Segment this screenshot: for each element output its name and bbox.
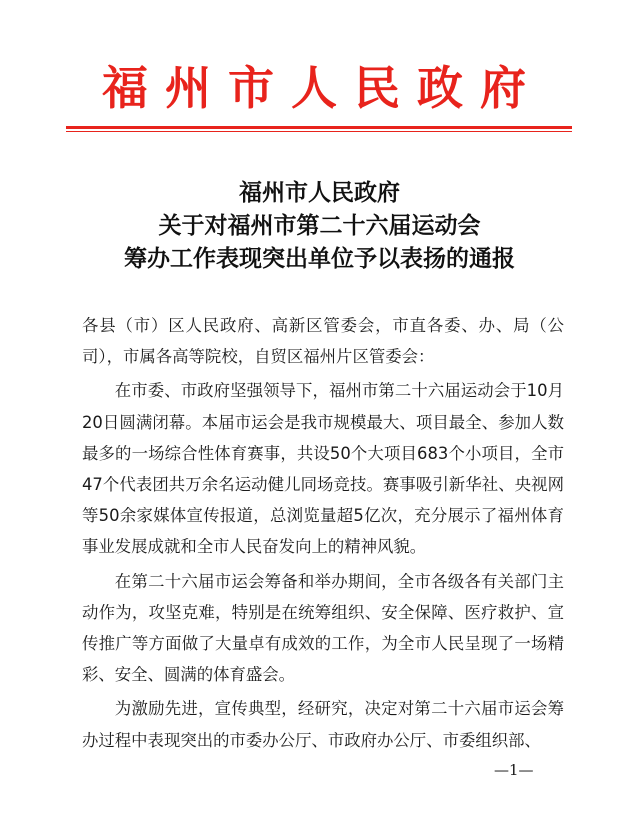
- title-line-3: 筹办工作表现突出单位予以表扬的通报: [124, 245, 515, 272]
- title-line-1: 福州市人民政府: [239, 179, 400, 206]
- agency-letterhead: 福州市人民政府: [102, 61, 543, 115]
- body-paragraph-1: 在市委、市政府坚强领导下，福州市第二十六届运动会于10月20日圆满闭幕。本届市运会是我市规模最大、项目最全、参加人数最多的一场综合性体育赛事，共设50个大项目683个小项目，全市47个代表团共万余名运动健儿同场竞技。赛事吸引新华社、央视网等50余家媒体宣传报道，总浏览量超5亿次，充分展示了福州体育事业发展成就和全市人民奋发向上的精神风貌。: [82, 381, 564, 557]
- document-title: [0, 176, 639, 275]
- body-paragraph-2: 在第二十六届市运会筹备和举办期间，全市各级各有关部门主动作为，攻坚克难，特别是在统筹组织、安全保障、医疗救护、宣传推广等方面做了大量卓有成效的工作，为全市人民呈现了一场精彩、安全、圆满的体育盛会。: [82, 571, 564, 685]
- title-line-2: 关于对福州市第二十六届运动会: [158, 212, 481, 239]
- letterhead-rule-thin: [66, 131, 572, 132]
- page-number: —1—: [494, 761, 534, 779]
- letterhead-rule-thick: [66, 126, 572, 129]
- recipients-paragraph: 各县（市）区人民政府、高新区管委会，市直各委、办、局（公司），市属各高等院校，自贸区福州片区管委会：: [82, 316, 564, 367]
- body-paragraph-3: 为激励先进，宣传典型，经研究，决定对第二十六届市运会筹办过程中表现突出的市委办公厅、市政府办公厅、市委组织部、: [82, 699, 564, 750]
- document-body: [82, 310, 564, 756]
